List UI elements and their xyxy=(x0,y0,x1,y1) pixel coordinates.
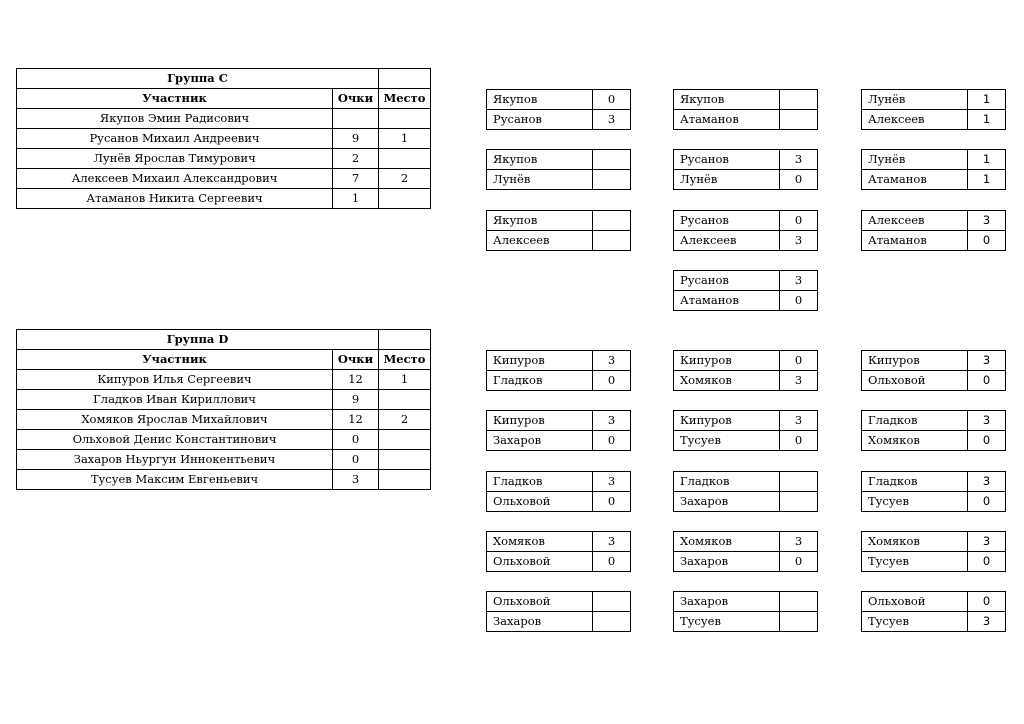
group-d-table xyxy=(16,329,431,490)
score-cell: 0 xyxy=(968,431,1006,451)
place-cell xyxy=(379,149,431,169)
player-name: Хомяков xyxy=(674,371,780,391)
score-cell xyxy=(593,612,631,632)
group-title: Группа С xyxy=(17,69,379,89)
table-row xyxy=(17,390,431,410)
score-cell: 0 xyxy=(593,431,631,451)
score-cell: 3 xyxy=(780,371,818,391)
player-name: Лунёв xyxy=(487,170,593,190)
participant-name: Лунёв Ярослав Тимурович xyxy=(17,149,333,169)
participant-name: Тусуев Максим Евгеньевич xyxy=(17,470,333,490)
score-cell: 1 xyxy=(968,110,1006,130)
match-card xyxy=(486,531,631,572)
points-cell: 9 xyxy=(333,129,379,149)
player-name: Захаров xyxy=(487,431,593,451)
player-name: Гладков xyxy=(862,472,968,492)
score-cell: 3 xyxy=(593,532,631,552)
match-card xyxy=(673,591,818,632)
table-row xyxy=(17,129,431,149)
table-row xyxy=(17,470,431,490)
points-cell: 9 xyxy=(333,390,379,410)
player-name: Гладков xyxy=(674,472,780,492)
player-name: Ольховой xyxy=(487,552,593,572)
group-title: Группа D xyxy=(17,330,379,350)
match-card xyxy=(673,149,818,190)
player-name: Захаров xyxy=(674,552,780,572)
player-name: Лунёв xyxy=(674,170,780,190)
place-cell xyxy=(379,109,431,129)
player-name: Хомяков xyxy=(674,532,780,552)
score-cell: 3 xyxy=(780,532,818,552)
match-card xyxy=(861,591,1006,632)
player-name: Якупов xyxy=(674,90,780,110)
points-cell: 0 xyxy=(333,430,379,450)
score-cell: 0 xyxy=(593,552,631,572)
match-card xyxy=(673,350,818,391)
player-name: Хомяков xyxy=(487,532,593,552)
score-cell xyxy=(593,231,631,251)
player-name: Русанов xyxy=(674,150,780,170)
place-cell xyxy=(379,470,431,490)
match-card xyxy=(673,270,818,311)
score-cell: 3 xyxy=(780,271,818,291)
player-name: Гладков xyxy=(487,371,593,391)
place-header: Место xyxy=(379,89,431,109)
group-c-table xyxy=(16,68,431,209)
player-name: Захаров xyxy=(487,612,593,632)
place-cell xyxy=(379,189,431,209)
participant-header: Участник xyxy=(17,350,333,370)
player-name: Лунёв xyxy=(862,90,968,110)
player-name: Кипуров xyxy=(487,411,593,431)
score-cell: 0 xyxy=(968,231,1006,251)
player-name: Кипуров xyxy=(487,351,593,371)
points-cell: 0 xyxy=(333,450,379,470)
score-cell: 0 xyxy=(968,552,1006,572)
score-cell xyxy=(780,110,818,130)
player-name: Атаманов xyxy=(674,291,780,311)
match-card xyxy=(673,410,818,451)
match-card xyxy=(861,410,1006,451)
player-name: Захаров xyxy=(674,492,780,512)
place-cell: 1 xyxy=(379,129,431,149)
score-cell xyxy=(593,592,631,612)
points-cell: 12 xyxy=(333,370,379,390)
score-cell: 3 xyxy=(968,211,1006,231)
table-row xyxy=(17,169,431,189)
score-cell: 3 xyxy=(968,532,1006,552)
match-card xyxy=(861,350,1006,391)
player-name: Ольховой xyxy=(862,592,968,612)
score-cell: 1 xyxy=(968,90,1006,110)
match-card xyxy=(673,210,818,251)
score-cell: 3 xyxy=(968,411,1006,431)
place-cell: 1 xyxy=(379,370,431,390)
score-cell: 0 xyxy=(780,211,818,231)
score-cell: 0 xyxy=(968,592,1006,612)
score-cell: 3 xyxy=(968,351,1006,371)
participant-name: Атаманов Никита Сергеевич xyxy=(17,189,333,209)
player-name: Хомяков xyxy=(862,431,968,451)
points-header: Очки xyxy=(333,89,379,109)
player-name: Алексеев xyxy=(674,231,780,251)
place-cell xyxy=(379,450,431,470)
score-cell: 0 xyxy=(593,371,631,391)
table-row xyxy=(17,149,431,169)
score-cell: 0 xyxy=(780,552,818,572)
player-name: Тусуев xyxy=(862,552,968,572)
player-name: Русанов xyxy=(674,271,780,291)
place-cell: 2 xyxy=(379,169,431,189)
participant-name: Русанов Михаил Андреевич xyxy=(17,129,333,149)
score-cell: 0 xyxy=(593,492,631,512)
score-cell: 3 xyxy=(593,110,631,130)
player-name: Атаманов xyxy=(674,110,780,130)
match-card xyxy=(486,471,631,512)
match-card xyxy=(673,471,818,512)
player-name: Кипуров xyxy=(674,411,780,431)
score-cell: 3 xyxy=(780,150,818,170)
points-header: Очки xyxy=(333,350,379,370)
score-cell: 0 xyxy=(968,492,1006,512)
match-card xyxy=(486,410,631,451)
score-cell xyxy=(593,170,631,190)
table-row xyxy=(17,450,431,470)
participant-header: Участник xyxy=(17,89,333,109)
score-cell: 0 xyxy=(780,170,818,190)
score-cell: 3 xyxy=(780,411,818,431)
player-name: Алексеев xyxy=(487,231,593,251)
match-card xyxy=(673,89,818,130)
score-cell: 3 xyxy=(593,351,631,371)
player-name: Якупов xyxy=(487,90,593,110)
match-card xyxy=(861,471,1006,512)
place-cell xyxy=(379,430,431,450)
place-cell xyxy=(379,390,431,410)
player-name: Ольховой xyxy=(862,371,968,391)
place-cell: 2 xyxy=(379,410,431,430)
score-cell xyxy=(780,90,818,110)
score-cell: 1 xyxy=(968,170,1006,190)
player-name: Кипуров xyxy=(862,351,968,371)
player-name: Хомяков xyxy=(862,532,968,552)
points-cell xyxy=(333,109,379,129)
score-cell: 0 xyxy=(968,371,1006,391)
points-cell: 1 xyxy=(333,189,379,209)
participant-name: Алексеев Михаил Александрович xyxy=(17,169,333,189)
participant-name: Хомяков Ярослав Михайлович xyxy=(17,410,333,430)
points-cell: 12 xyxy=(333,410,379,430)
match-card xyxy=(486,149,631,190)
player-name: Гладков xyxy=(487,472,593,492)
player-name: Ольховой xyxy=(487,492,593,512)
score-cell: 0 xyxy=(780,291,818,311)
player-name: Якупов xyxy=(487,150,593,170)
score-cell: 0 xyxy=(780,351,818,371)
score-cell: 3 xyxy=(593,411,631,431)
score-cell xyxy=(780,492,818,512)
player-name: Тусуев xyxy=(674,431,780,451)
player-name: Кипуров xyxy=(674,351,780,371)
score-cell: 3 xyxy=(593,472,631,492)
participant-name: Ольховой Денис Константинович xyxy=(17,430,333,450)
score-cell: 0 xyxy=(780,431,818,451)
table-row xyxy=(17,189,431,209)
player-name: Алексеев xyxy=(862,110,968,130)
empty-cell xyxy=(379,69,431,89)
player-name: Тусуев xyxy=(674,612,780,632)
player-name: Русанов xyxy=(674,211,780,231)
participant-name: Захаров Ньургун Иннокентьевич xyxy=(17,450,333,470)
match-card xyxy=(861,149,1006,190)
player-name: Атаманов xyxy=(862,231,968,251)
player-name: Якупов xyxy=(487,211,593,231)
score-cell xyxy=(780,472,818,492)
match-card xyxy=(486,210,631,251)
score-cell xyxy=(780,592,818,612)
player-name: Гладков xyxy=(862,411,968,431)
player-name: Захаров xyxy=(674,592,780,612)
table-row xyxy=(17,370,431,390)
participant-name: Якупов Эмин Радисович xyxy=(17,109,333,129)
player-name: Тусуев xyxy=(862,612,968,632)
score-cell: 0 xyxy=(593,90,631,110)
match-card xyxy=(861,89,1006,130)
empty-cell xyxy=(379,330,431,350)
match-card xyxy=(861,210,1006,251)
points-cell: 7 xyxy=(333,169,379,189)
table-row xyxy=(17,410,431,430)
participant-name: Кипуров Илья Сергеевич xyxy=(17,370,333,390)
match-card xyxy=(486,89,631,130)
score-cell: 1 xyxy=(968,150,1006,170)
points-cell: 3 xyxy=(333,470,379,490)
player-name: Русанов xyxy=(487,110,593,130)
player-name: Алексеев xyxy=(862,211,968,231)
score-cell xyxy=(593,211,631,231)
participant-name: Гладков Иван Кириллович xyxy=(17,390,333,410)
score-cell xyxy=(593,150,631,170)
score-cell: 3 xyxy=(780,231,818,251)
player-name: Тусуев xyxy=(862,492,968,512)
points-cell: 2 xyxy=(333,149,379,169)
place-header: Место xyxy=(379,350,431,370)
score-cell: 3 xyxy=(968,472,1006,492)
player-name: Атаманов xyxy=(862,170,968,190)
table-row xyxy=(17,109,431,129)
score-cell: 3 xyxy=(968,612,1006,632)
player-name: Лунёв xyxy=(862,150,968,170)
match-card xyxy=(486,350,631,391)
match-card xyxy=(486,591,631,632)
match-card xyxy=(673,531,818,572)
table-row xyxy=(17,430,431,450)
score-cell xyxy=(780,612,818,632)
player-name: Ольховой xyxy=(487,592,593,612)
match-card xyxy=(861,531,1006,572)
